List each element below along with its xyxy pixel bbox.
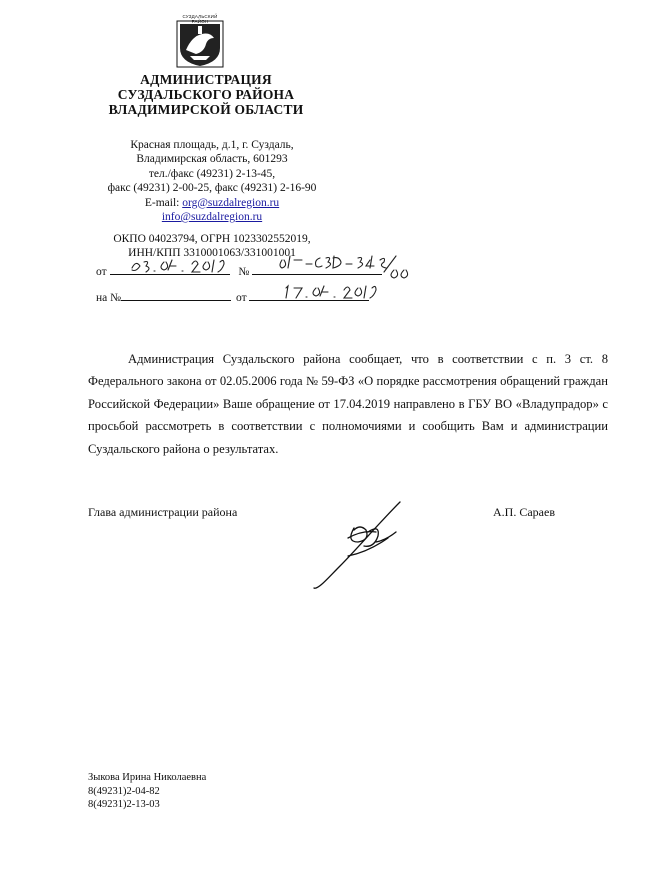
incoming-number-field (121, 288, 231, 301)
crest-caption: СУЗДАЛЬСКИЙ РАЙОН (182, 14, 218, 24)
outgoing-from-label: от (96, 266, 107, 278)
email-link-info[interactable]: info@suzdalregion.ru (161, 211, 263, 224)
body-paragraph: Администрация Суздальского района сообщает, что в соответствии с п. 3 ст. 8 Федерального закона от 02.05.2006 года № 59-ФЗ «О порядке рассмотрения обращений граждан Российской Федерации» Ваше обращение от 17.04.2019 направлено в ГБУ ВО «Владупрадор» с просьбой рассмотреть в соответствии с полномочиями и сообщить Вам и администрации Суздальского района о результатах. (88, 352, 608, 456)
okpo-line: ОКПО 04023794, ОГРН 1023302552019, (113, 233, 311, 245)
email-link-org[interactable]: org@suzdalregion.ru (182, 196, 280, 209)
signatory-position: Глава администрации района (88, 505, 238, 519)
executor-block (88, 771, 206, 812)
contact-block (92, 138, 332, 224)
org-line-1: АДМИНИСТРАЦИЯ (140, 72, 272, 87)
org-line-2: СУЗДАЛЬСКОГО РАЙОНА (117, 87, 295, 102)
org-line-3: ВЛАДИМИРСКОЙ ОБЛАСТИ (108, 102, 304, 117)
handwritten-incoming-date (282, 282, 382, 302)
phone-line: тел./факс (49231) 2-13-45, (148, 167, 276, 180)
handwritten-outgoing-date (128, 256, 240, 274)
fax-line: факс (49231) 2-00-25, факс (49231) 2-16-90 (107, 182, 317, 195)
letter-body (88, 348, 608, 460)
incoming-on-label: на № (96, 292, 122, 304)
organization-name (108, 72, 304, 117)
email-prefix: E-mail: (144, 196, 183, 209)
incoming-from-label: от (235, 292, 247, 304)
executor-name: Зыкова Ирина Николаевна (88, 772, 207, 783)
inn-line: ИНН/КПП 3310001063/331001001 (128, 247, 296, 259)
address-line-2: Владимирская область, 601293 (136, 153, 288, 166)
executor-phone-1: 8(49231)2-04-82 (88, 785, 160, 797)
handwritten-outgoing-number (278, 252, 413, 282)
executor-phone-2: 8(49231)2-13-03 (88, 799, 160, 810)
outgoing-no-label: № (238, 266, 250, 278)
signatory-name: А.П. Сараев (493, 505, 555, 519)
address-line-1: Красная площадь, д.1, г. Суздаль, (130, 139, 294, 151)
email-line (92, 196, 332, 210)
handwritten-signature (310, 498, 410, 594)
